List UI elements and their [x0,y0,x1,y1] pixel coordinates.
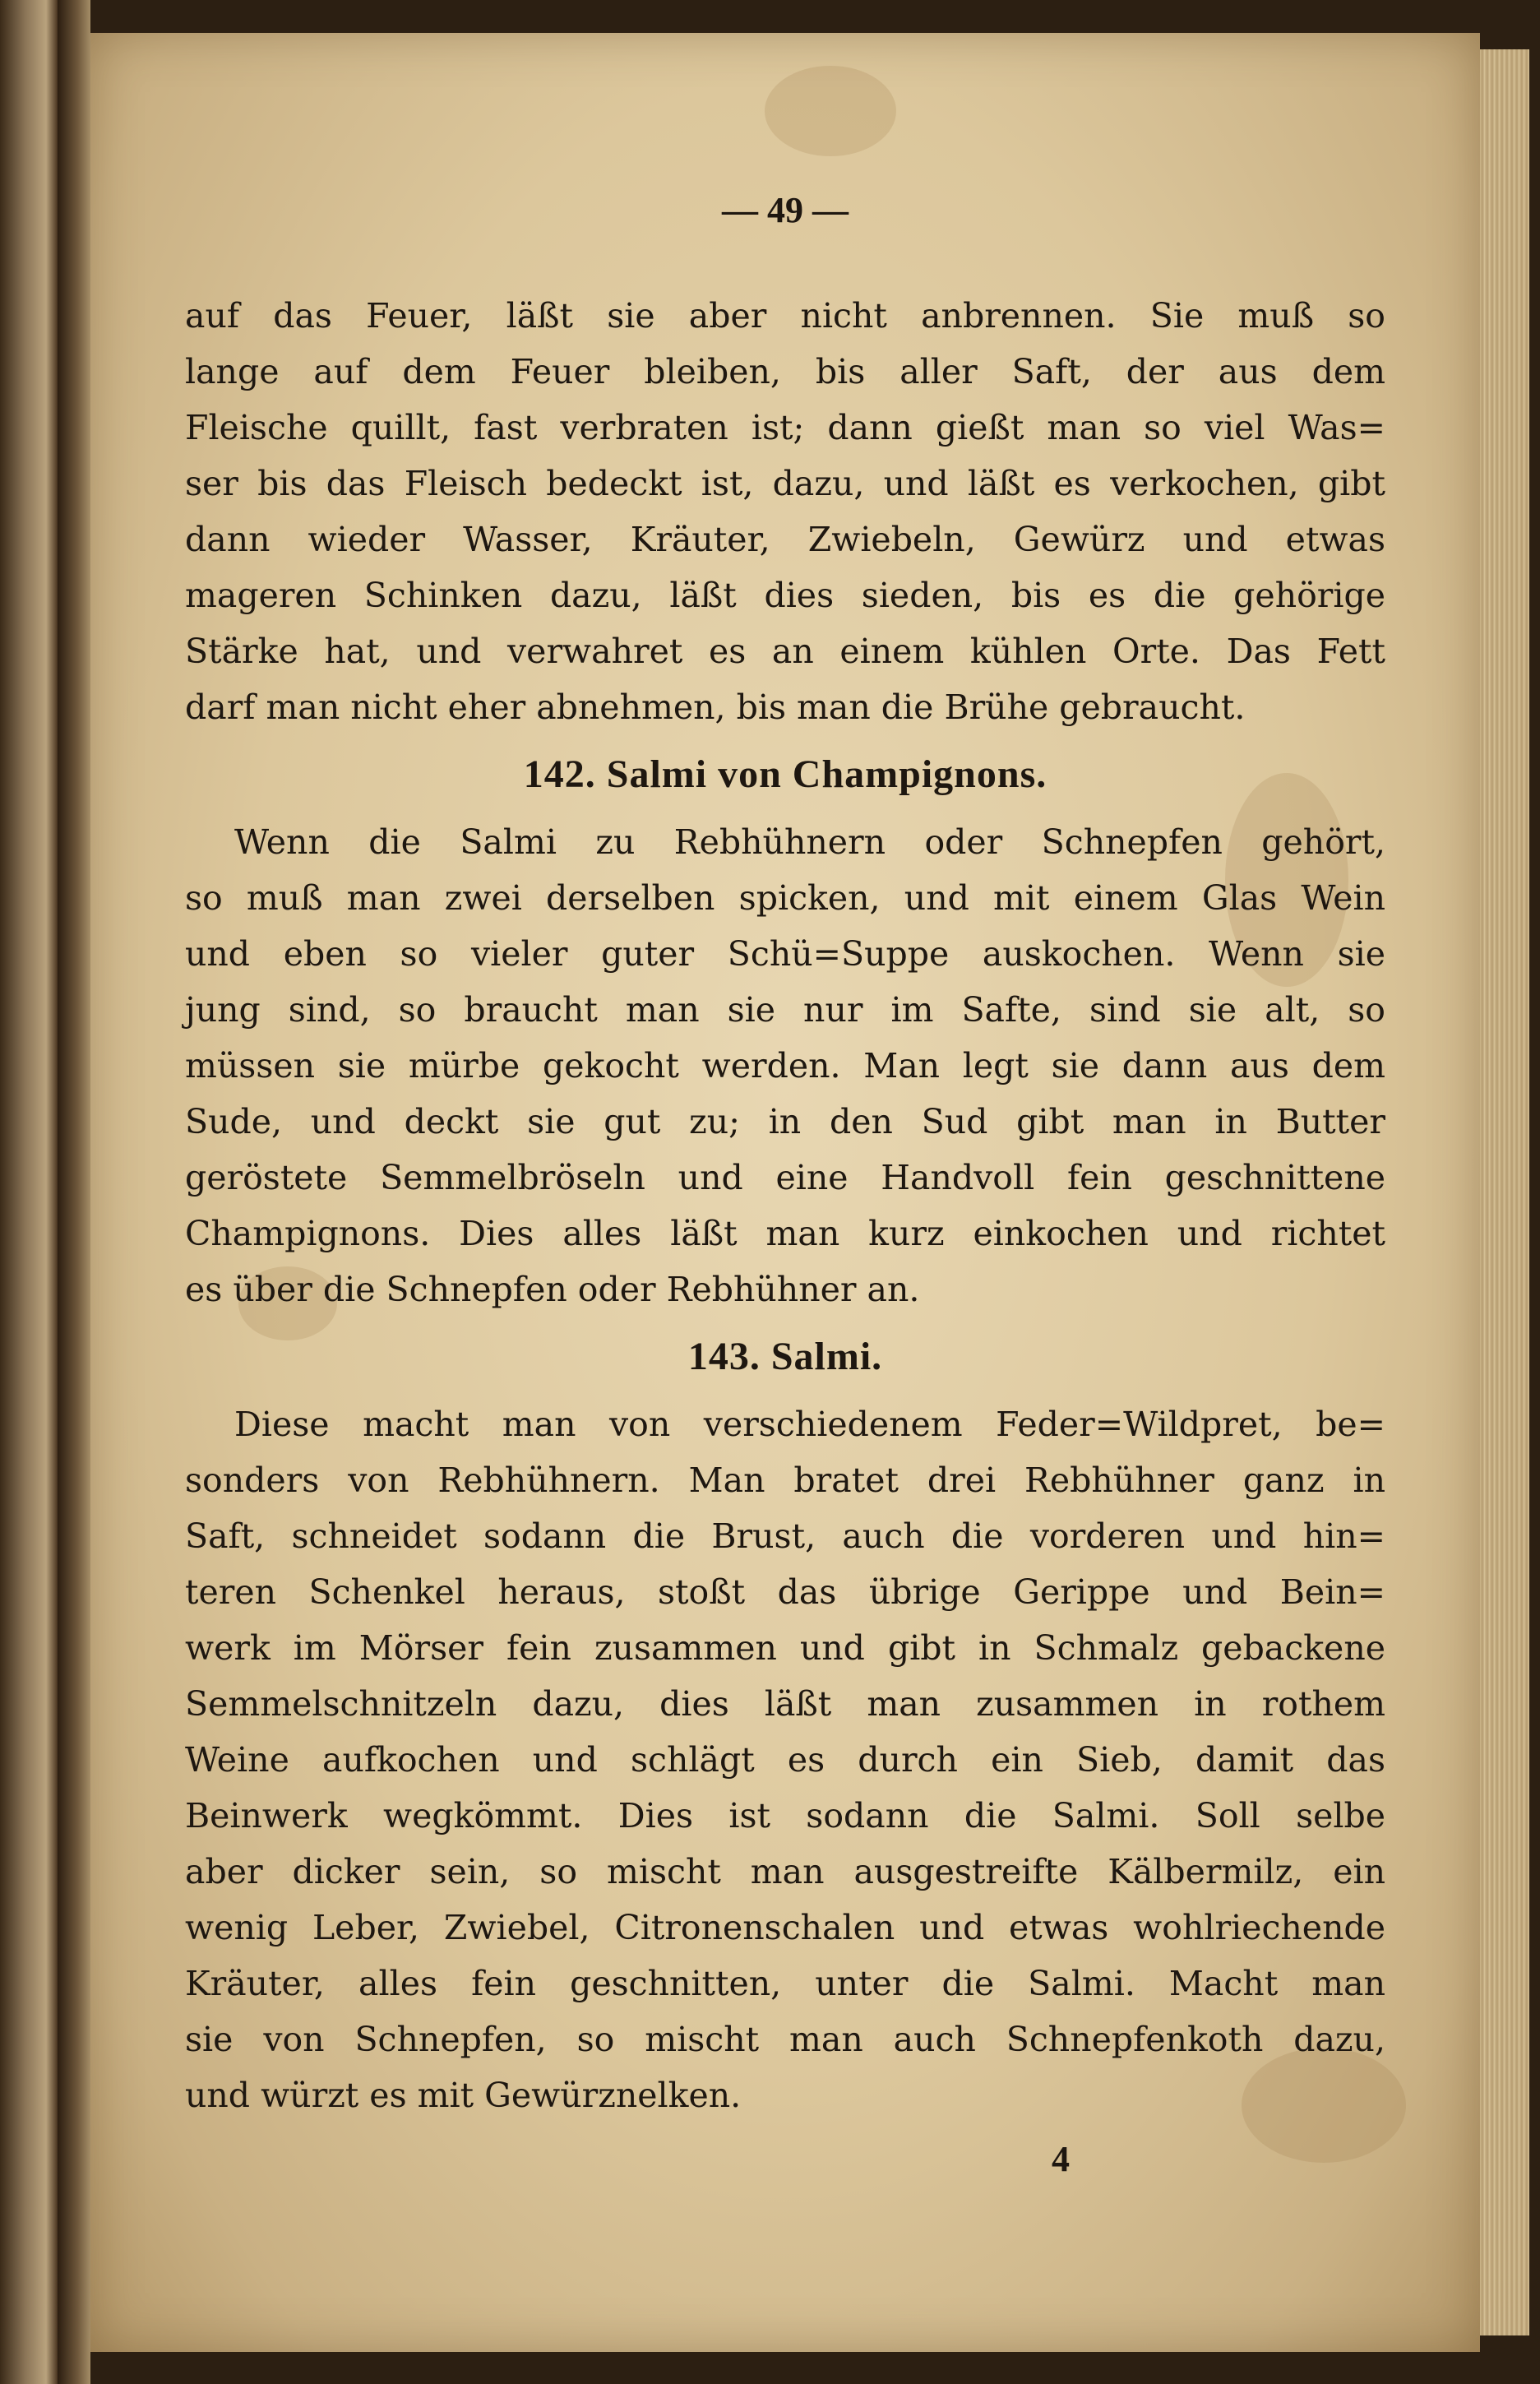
text-line: Fleische quillt, fast verbraten ist; dann gießt man so viel Was= [185,408,1385,447]
text-line: Diese macht man von verschiedenem Feder=Wildpret, be= [234,1405,1385,1444]
text-line: und würzt es mit Gewürznelken. [185,2076,742,2115]
text-line: und eben so vieler guter Schü=Suppe auskochen. Wenn sie [185,934,1385,974]
text-line: mageren Schinken dazu, läßt dies sieden, bis es die gehörige [185,576,1385,615]
text-line: teren Schenkel heraus, stoßt das übrige Gerippe und Bein= [185,1572,1385,1612]
previous-page-edge [0,0,58,2384]
recipe-heading-143: 143. Salmi. [687,1335,883,1378]
page-stack-edge [1480,49,1529,2335]
text-line: Sude, und deckt sie gut zu; in den Sud gibt man in Butter [185,1102,1385,1141]
text-line: müssen sie mürbe gekocht werden. Man legt sie dann aus dem [185,1046,1385,1086]
paragraph-continued [185,288,1385,735]
text-line: Kräuter, alles fein geschnitten, unter die Salmi. Macht man [185,1964,1385,2003]
text-line: dann wieder Wasser, Kräuter, Zwiebeln, Gewürz und etwas [185,520,1385,559]
text-line: auf das Feuer, läßt sie aber nicht anbrennen. Sie muß so [185,296,1385,336]
text-line: es über die Schnepfen oder Rebhühner an. [185,1270,920,1309]
text-line: Beinwerk wegkömmt. Dies ist sodann die Salmi. Soll selbe [185,1796,1385,1835]
paragraph-salmi-champignons [185,814,1385,1317]
text-line: Champignons. Dies alles läßt man kurz einkochen und richtet [185,1214,1385,1253]
signature-mark: 4 [1052,2139,1070,2179]
page-number: — 49 — [722,190,849,230]
text-line: aber dicker sein, so mischt man ausgestreifte Kälbermilz, ein [185,1852,1385,1891]
text-line: Weine aufkochen und schlägt es durch ein Sieb, damit das [185,1740,1385,1780]
book-gutter [58,0,90,2384]
text-line: jung sind, so braucht man sie nur im Safte, sind sie alt, so [185,990,1385,1030]
foxing-stain [765,66,896,156]
text-line: Stärke hat, und verwahret es an einem kühlen Orte. Das Fett [185,632,1385,671]
text-line: sie von Schnepfen, so mischt man auch Schnepfenkoth dazu, [185,2020,1385,2059]
text-line: Saft, schneidet sodann die Brust, auch die vorderen und hin= [185,1516,1385,1556]
text-line: ser bis das Fleisch bedeckt ist, dazu, und läßt es verkochen, gibt [185,464,1385,503]
recipe-heading-142: 142. Salmi von Champignons. [523,752,1047,796]
text-line: werk im Mörser fein zusammen und gibt in Schmalz gebackene [185,1628,1385,1668]
text-line: so muß man zwei derselben spicken, und mit einem Glas Wein [185,878,1385,918]
text-line: Wenn die Salmi zu Rebhühnern oder Schnepfen gehört, [234,822,1385,862]
book-page [90,33,1480,2352]
page-body [185,288,1385,2123]
text-line: Semmelschnitzeln dazu, dies läßt man zusammen in rothem [185,1684,1385,1724]
text-line: lange auf dem Feuer bleiben, bis aller Saft, der aus dem [185,352,1385,391]
text-line: sonders von Rebhühnern. Man bratet drei Rebhühner ganz in [185,1460,1385,1500]
paragraph-salmi [185,1396,1385,2123]
text-line: darf man nicht eher abnehmen, bis man die Brühe gebraucht. [185,687,1246,727]
text-line: geröstete Semmelbröseln und eine Handvoll fein geschnittene [185,1158,1385,1197]
text-line: wenig Leber, Zwiebel, Citronenschalen und etwas wohlriechende [185,1908,1385,1947]
